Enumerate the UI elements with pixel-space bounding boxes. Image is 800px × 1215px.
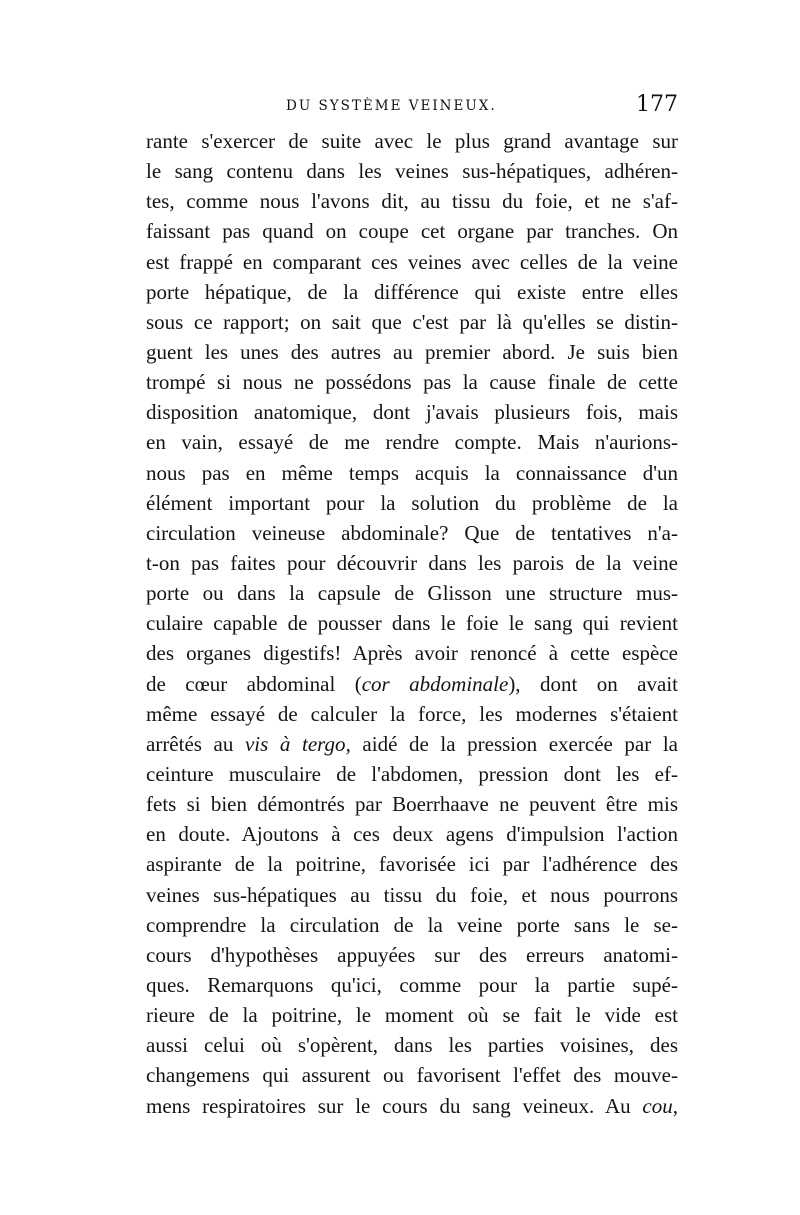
text-line: rante s'exercer de suite avec le plus grand avantage sur [146, 129, 678, 153]
text-line: ceinture musculaire de l'abdomen, pression dont les ef- [146, 761, 678, 786]
text-line: changemens qui assurent ou favorisent l'effet des mouve- [146, 1063, 678, 1088]
text-line: rieure de la poitrine, le moment où se fait le vide est [146, 1003, 678, 1028]
text-line: élément important pour la solution du problème de la [146, 490, 678, 515]
text-line: sous ce rapport; on sait que c'est par là qu'elles se distin- [146, 309, 678, 334]
text-line: en doute. Ajoutons à ces deux agens d'impulsion l'action [146, 822, 678, 847]
text-line: même essayé de calculer la force, les modernes s'étaient [146, 701, 678, 726]
text-line: le sang contenu dans les veines sus-hépatiques, adhéren- [146, 159, 678, 184]
text-line: aussi celui où s'opèrent, dans les parties voisines, des [146, 1033, 678, 1058]
text-line: tes, comme nous l'avons dit, au tissu du foie, et ne s'af- [146, 189, 678, 214]
text-line: est frappé en comparant ces veines avec celles de la veine [146, 249, 678, 274]
text-line: de cœur abdominal (cor abdominale), dont on avait [146, 671, 678, 696]
text-line: des organes digestifs! Après avoir renoncé à cette espèce [146, 641, 678, 666]
text-line: aspirante de la poitrine, favorisée ici par l'adhérence des [146, 852, 678, 877]
text-line: porte ou dans la capsule de Glisson une structure mus- [146, 581, 678, 606]
text-line: circulation veineuse abdominale? Que de tentatives n'a- [146, 520, 678, 545]
text-line: veines sus-hépatiques au tissu du foie, et nous pourrons [146, 882, 678, 907]
body-text [146, 126, 678, 1121]
text-line: mens respiratoires sur le cours du sang veineux. Au cou, [146, 1093, 678, 1118]
page-header [146, 92, 678, 122]
running-title: DU SYSTÈME VEINEUX. [286, 98, 497, 114]
text-line: trompé si nous ne possédons pas la cause finale de cette [146, 370, 678, 395]
text-line: guent les unes des autres au premier abord. Je suis bien [146, 339, 678, 364]
text-line: comprendre la circulation de la veine porte sans le se- [146, 912, 678, 937]
text-line: porte hépatique, de la différence qui existe entre elles [146, 279, 678, 304]
page-number: 177 [636, 92, 678, 117]
text-line: disposition anatomique, dont j'avais plusieurs fois, mais [146, 400, 678, 425]
text-line: ques. Remarquons qu'ici, comme pour la partie supé- [146, 972, 678, 997]
text-line: culaire capable de pousser dans le foie le sang qui revient [146, 611, 678, 636]
text-line: nous pas en même temps acquis la connaissance d'un [146, 460, 678, 485]
text-line: t-on pas faites pour découvrir dans les parois de la veine [146, 550, 678, 575]
text-line: cours d'hypothèses appuyées sur des erreurs anatomi- [146, 942, 678, 967]
text-line: en vain, essayé de me rendre compte. Mais n'aurions- [146, 430, 678, 455]
text-line: fets si bien démontrés par Boerrhaave ne peuvent être mis [146, 792, 678, 817]
text-line: faissant pas quand on coupe cet organe par tranches. On [146, 219, 678, 244]
text-line: arrêtés au vis à tergo, aidé de la pression exercée par la [146, 731, 678, 756]
